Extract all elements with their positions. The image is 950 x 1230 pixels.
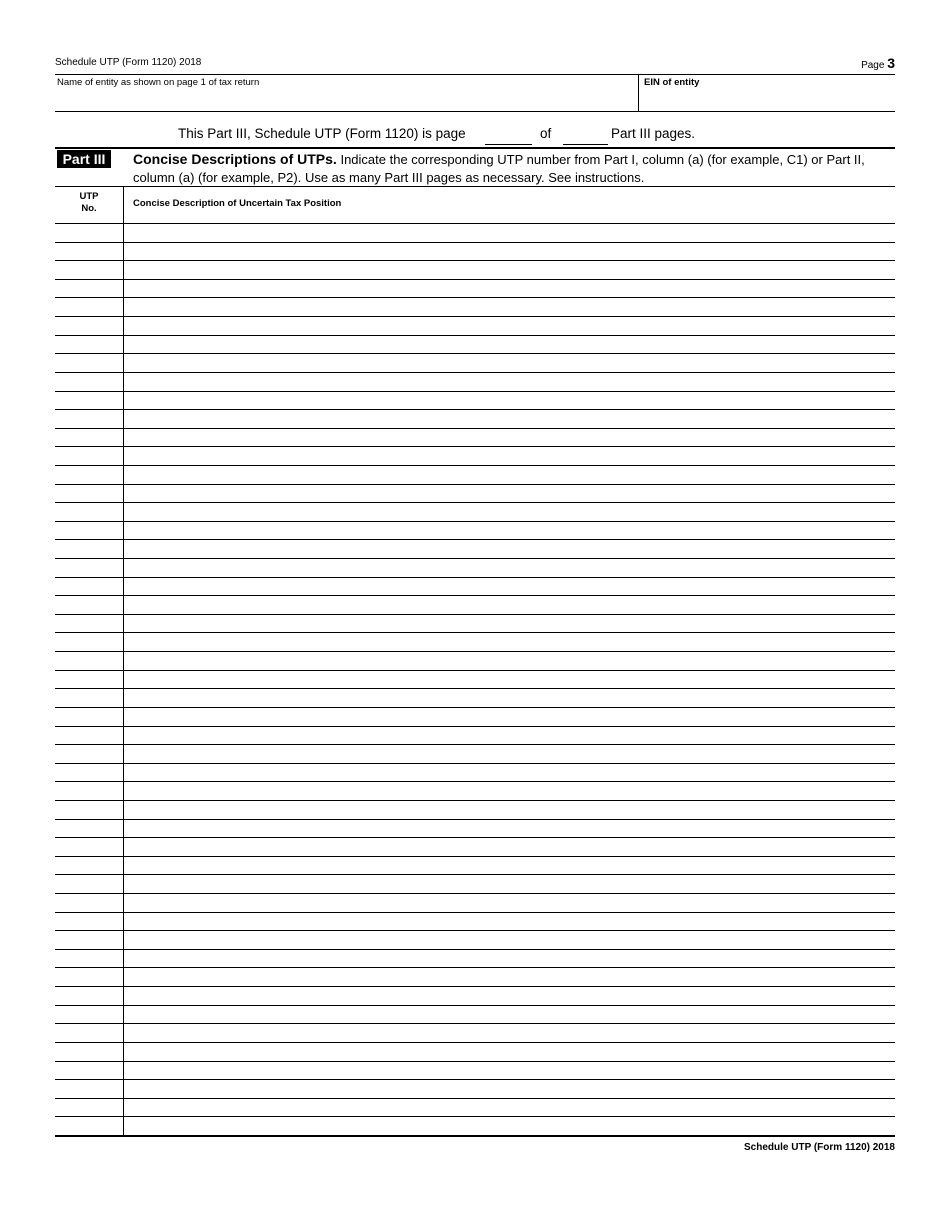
- table-row[interactable]: [55, 856, 895, 857]
- form-title-footer: Schedule UTP (Form 1120) 2018: [744, 1142, 895, 1153]
- table-row[interactable]: [55, 967, 895, 968]
- entity-name-label: Name of entity as shown on page 1 of tax return: [57, 77, 260, 88]
- table-row[interactable]: [55, 484, 895, 485]
- table-row[interactable]: [55, 465, 895, 466]
- table-row[interactable]: [55, 428, 895, 429]
- page-count-of: of: [540, 126, 552, 141]
- part-heading: [133, 150, 893, 187]
- table-row[interactable]: [55, 1042, 895, 1043]
- table-row[interactable]: [55, 986, 895, 987]
- utp-number-column-header: [55, 191, 123, 215]
- table-row[interactable]: [55, 353, 895, 354]
- table-row[interactable]: [55, 819, 895, 820]
- table-row[interactable]: [55, 595, 895, 596]
- ein-label: EIN of entity: [644, 77, 700, 88]
- table-row[interactable]: [55, 651, 895, 652]
- part-top-rule: [55, 147, 895, 149]
- table-row[interactable]: [55, 223, 895, 224]
- table-row[interactable]: [55, 744, 895, 745]
- part-label: Part III: [57, 150, 111, 168]
- column-divider: [123, 186, 124, 1136]
- page-number: 3: [887, 55, 895, 71]
- ein-field[interactable]: [638, 75, 895, 111]
- table-row[interactable]: [55, 1061, 895, 1062]
- page-number-input[interactable]: [485, 144, 532, 145]
- page-word: Page: [861, 60, 885, 71]
- entity-name-field[interactable]: [55, 75, 638, 111]
- part-title: Concise Descriptions of UTPs.: [133, 151, 337, 167]
- table-row[interactable]: [55, 614, 895, 615]
- table-row[interactable]: [55, 316, 895, 317]
- form-title-header: Schedule UTP (Form 1120) 2018: [55, 57, 202, 68]
- table-row[interactable]: [55, 242, 895, 243]
- table-row[interactable]: [55, 1116, 895, 1117]
- table-row[interactable]: [55, 1023, 895, 1024]
- table-row[interactable]: [55, 763, 895, 764]
- table-row[interactable]: [55, 372, 895, 373]
- table-row[interactable]: [55, 726, 895, 727]
- table-row[interactable]: [55, 1005, 895, 1006]
- table-row[interactable]: [55, 912, 895, 913]
- utp-header-line2: No.: [81, 203, 97, 214]
- table-row[interactable]: [55, 1098, 895, 1099]
- part-instruction: Indicate the corresponding UTP number from Part I, column (a) (for example, C1) or Part II, column (a) (for example, P2). Use as many Part III pages as necessary. See instructions.: [133, 152, 865, 185]
- table-row[interactable]: [55, 446, 895, 447]
- table-row[interactable]: [55, 781, 895, 782]
- utp-header-line1: UTP: [79, 191, 99, 202]
- table-row[interactable]: [55, 279, 895, 280]
- table-row[interactable]: [55, 558, 895, 559]
- table-row[interactable]: [55, 297, 895, 298]
- table-row[interactable]: [55, 632, 895, 633]
- table-row[interactable]: [55, 949, 895, 950]
- table-row[interactable]: [55, 670, 895, 671]
- table-row[interactable]: [55, 335, 895, 336]
- table-row[interactable]: [55, 539, 895, 540]
- table-row[interactable]: [55, 688, 895, 689]
- table-row[interactable]: [55, 707, 895, 708]
- table-row[interactable]: [55, 893, 895, 894]
- description-column-header: Concise Description of Uncertain Tax Position: [133, 198, 342, 209]
- table-row[interactable]: [55, 409, 895, 410]
- table-row[interactable]: [55, 1079, 895, 1080]
- page-indicator: [861, 55, 895, 71]
- column-header-top-rule: [55, 186, 895, 187]
- table-row[interactable]: [55, 837, 895, 838]
- table-row[interactable]: [55, 502, 895, 503]
- table-bottom-rule: [55, 1135, 895, 1137]
- table-row[interactable]: [55, 930, 895, 931]
- table-row[interactable]: [55, 800, 895, 801]
- table-row[interactable]: [55, 391, 895, 392]
- table-row[interactable]: [55, 577, 895, 578]
- total-pages-input[interactable]: [563, 144, 608, 145]
- name-row-rule: [55, 111, 895, 112]
- table-row[interactable]: [55, 521, 895, 522]
- page-count-suffix: Part III pages.: [611, 126, 696, 141]
- page-count-prefix: This Part III, Schedule UTP (Form 1120) is page: [178, 126, 466, 141]
- table-row[interactable]: [55, 874, 895, 875]
- table-row[interactable]: [55, 260, 895, 261]
